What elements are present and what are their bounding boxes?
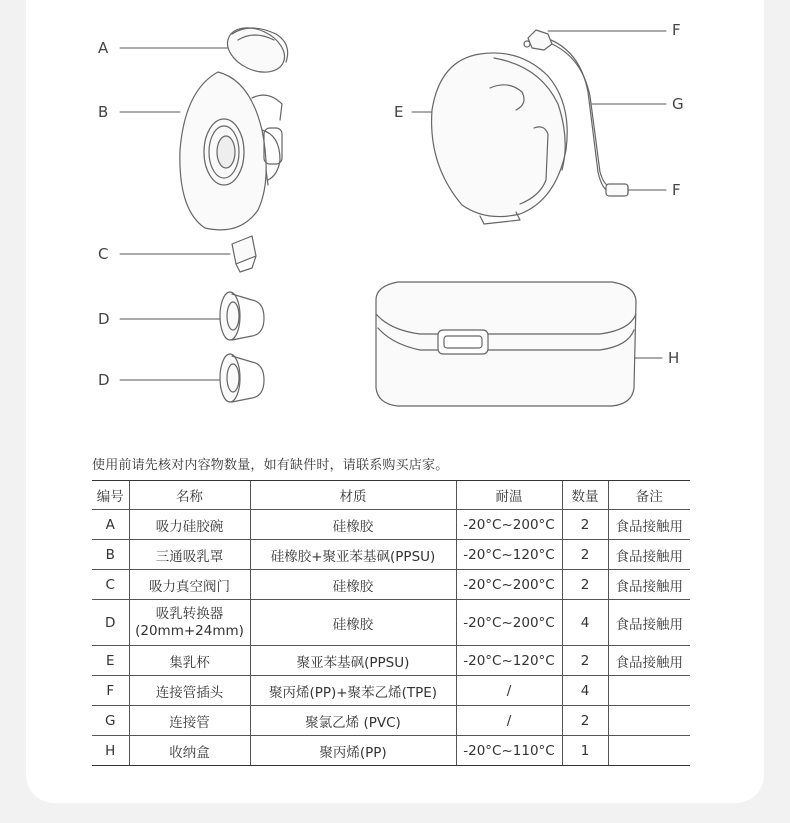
header-id: 编号: [92, 481, 129, 510]
cell-name: 集乳杯: [129, 646, 250, 676]
cell-qty: 1: [562, 736, 608, 766]
cell-remark: 食品接触用: [608, 600, 690, 646]
cell-remark: [608, 736, 690, 766]
cell-remark: [608, 706, 690, 736]
cell-material: 聚丙烯(PP)+聚苯乙烯(TPE): [250, 676, 456, 706]
cell-id: H: [92, 736, 129, 766]
cell-qty: 2: [562, 510, 608, 540]
label-d-1: D: [98, 310, 110, 328]
label-f-1: F: [672, 21, 681, 39]
label-g: G: [672, 95, 684, 113]
cell-material: 聚亚苯基砜(PPSU): [250, 646, 456, 676]
cell-name: 吸力真空阀门: [129, 570, 250, 600]
part-e-collection-cup: [432, 53, 568, 224]
header-material: 材质: [250, 481, 456, 510]
table-row: [92, 676, 690, 706]
cell-material: 聚氯乙烯 (PVC): [250, 706, 456, 736]
table-row: [92, 540, 690, 570]
table-row: [92, 646, 690, 676]
contents-check-note: 使用前请先核对内容物数量，如有缺件时，请联系购买店家。: [92, 458, 449, 473]
cell-name: 连接管插头: [129, 676, 250, 706]
cell-material: 硅橡胶: [250, 600, 456, 646]
cell-remark: [608, 676, 690, 706]
cell-qty: 2: [562, 570, 608, 600]
cell-id: D: [92, 600, 129, 646]
label-c: C: [98, 245, 109, 263]
part-d-converter-2: [220, 354, 264, 402]
cell-remark: 食品接触用: [608, 646, 690, 676]
cell-material: 硅橡胶: [250, 570, 456, 600]
cell-temp: -20°C~120°C: [456, 540, 562, 570]
cell-temp: /: [456, 706, 562, 736]
part-d-converter-1: [220, 292, 264, 340]
cell-temp: -20°C~200°C: [456, 570, 562, 600]
cell-name: 三通吸乳罩: [129, 540, 250, 570]
part-h-storage-case: [376, 282, 636, 406]
cell-name: 收纳盒: [129, 736, 250, 766]
label-e: E: [394, 103, 404, 121]
cell-temp: -20°C~110°C: [456, 736, 562, 766]
label-h: H: [668, 349, 680, 367]
header-remark: 备注: [608, 481, 690, 510]
cell-qty: 4: [562, 600, 608, 646]
cell-remark: 食品接触用: [608, 540, 690, 570]
cell-material: 聚丙烯(PP): [250, 736, 456, 766]
cell-id: A: [92, 510, 129, 540]
cell-id: C: [92, 570, 129, 600]
table-row: [92, 510, 690, 540]
part-a-silicone-bowl: [220, 19, 291, 81]
part-b-breast-shield: [180, 72, 282, 230]
cell-material: 硅橡胶+聚亚苯基砜(PPSU): [250, 540, 456, 570]
part-c-vacuum-valve: [232, 236, 256, 272]
cell-qty: 2: [562, 646, 608, 676]
label-f-2: F: [672, 181, 681, 199]
cell-qty: 4: [562, 676, 608, 706]
cell-qty: 2: [562, 540, 608, 570]
label-d-2: D: [98, 371, 110, 389]
cell-temp: -20°C~200°C: [456, 510, 562, 540]
cell-remark: 食品接触用: [608, 510, 690, 540]
cell-name: 吸力硅胶碗: [129, 510, 250, 540]
table-header-row: [92, 481, 690, 510]
table-row: [92, 600, 690, 646]
parts-spec-table: [92, 480, 690, 766]
cell-temp: -20°C~120°C: [456, 646, 562, 676]
label-b: B: [98, 103, 109, 121]
cell-id: E: [92, 646, 129, 676]
table-row: [92, 706, 690, 736]
header-qty: 数量: [562, 481, 608, 510]
table-row: [92, 736, 690, 766]
cell-qty: 2: [562, 706, 608, 736]
cell-id: B: [92, 540, 129, 570]
cell-id: G: [92, 706, 129, 736]
cell-temp: -20°C~200°C: [456, 600, 562, 646]
cell-name: 吸乳转换器 (20mm+24mm): [129, 600, 250, 646]
table-row: [92, 570, 690, 600]
header-temp: 耐温: [456, 481, 562, 510]
cell-material: 硅橡胶: [250, 510, 456, 540]
cell-id: F: [92, 676, 129, 706]
cell-name: 连接管: [129, 706, 250, 736]
part-f-connector-bottom: [606, 184, 628, 196]
label-a: A: [98, 39, 109, 57]
header-name: 名称: [129, 481, 250, 510]
part-f-connector-top: [524, 30, 552, 50]
cell-temp: /: [456, 676, 562, 706]
cell-remark: 食品接触用: [608, 570, 690, 600]
